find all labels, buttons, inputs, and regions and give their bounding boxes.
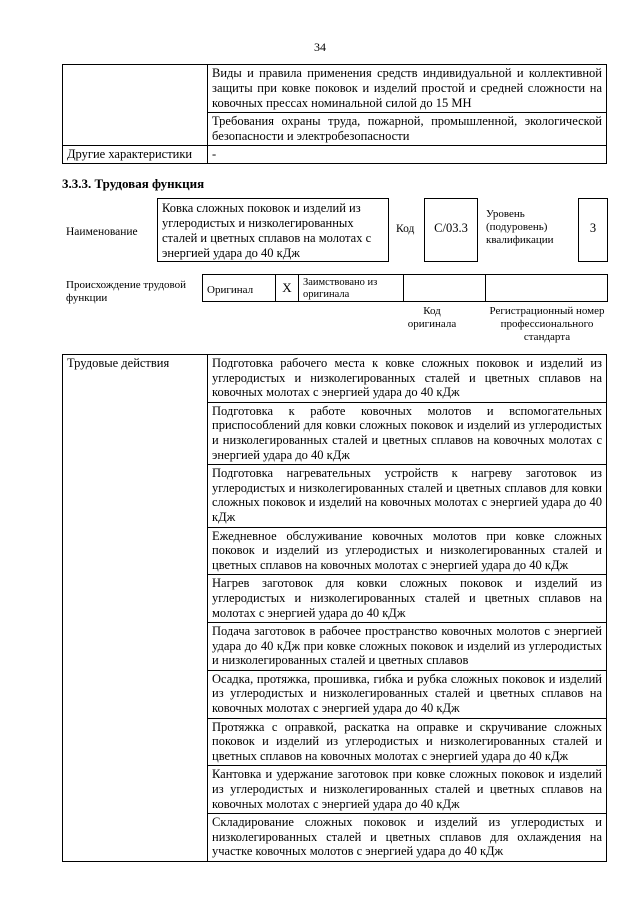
code-original-caption: Код оригинала [407,305,457,330]
code-value-box: С/03.3 [424,198,478,262]
page-number: 34 [314,40,326,54]
other-characteristics-label: Другие характеристики [63,146,208,164]
table-row [63,146,607,164]
labor-action-item: Протяжка с оправкой, раскатка на оправке и скручивание сложных поковок и изделий из углеродистых и низколегированных сталей и цветных сплавов на ковочных молотах с энергией удара до 40 кДж [208,718,607,766]
section-title: 3.3.3. Трудовая функция [62,176,205,191]
labor-action-item: Подготовка к работе ковочных молотов и вспомогательных приспособлений для ковки сложных поковок и изделий из углеродистых и низколегированных сталей и цветных сплавов на ковочных молотах с энергией удара до 40 кДж [208,402,607,464]
other-characteristics-value: - [208,146,607,164]
original-label: Оригинал [207,284,254,296]
labor-action-item: Осадка, протяжка, прошивка, гибка и рубка сложных поковок и изделий из углеродистых и низколегированных сталей и цветных сплавов на ковочных молотах с энергией удара до 40 кДж [208,670,607,718]
level-value-box: 3 [578,198,608,262]
registration-caption: Регистрационный номер профессионального стандарта [489,305,605,343]
table-row [63,65,607,113]
table-cell: Требования охраны труда, пожарной, промышленной, экологической безопасности и электробезопасности [208,113,607,146]
labor-action-item: Подготовка нагревательных устройств к нагреву заготовок из углеродистых и низколегированных сталей и цветных сплавов для ковки сложных поковок и изделий на ковочных молотах с энергией удара до 40 кДж [208,465,607,527]
labor-action-item: Подготовка рабочего места к ковке сложных поковок и изделий из углеродистых и низколегированных сталей и цветных сплавов на ковочных молотах с энергией удара до 40 кДж [208,355,607,403]
divider [485,275,486,301]
divider [403,275,404,301]
labor-actions-label: Трудовые действия [63,355,208,862]
labor-action-item: Подача заготовок в рабочее пространство ковочных молотов с энергией удара до 40 кДж при ковке сложных поковок и изделий из углеродистых и низколегированных сталей и цветных сплавов [208,623,607,671]
borrowed-label: Заимствовано из оригинала [303,277,378,300]
labor-actions-table [62,354,607,862]
table-row [63,355,607,403]
labor-action-item: Нагрев заготовок для ковки сложных поковок и изделий из углеродистых и низколегированных сталей и цветных сплавов на молотах с энергией удара до 40 кДж [208,575,607,623]
continuation-table [62,64,607,164]
empty-label-cell [63,65,208,146]
table-cell: Виды и правила применения средств индивидуальной и коллективной защиты при ковке поковок и изделий простой и средней сложности на ковочных прессах номинальной силой до 15 МН [208,65,607,113]
labor-action-item: Ежедневное обслуживание ковочных молотов при ковке сложных поковок и изделий из углеродистых и низколегированных сталей и цветных сплавов на ковочных молотах с энергией удара до 40 кДж [208,527,607,575]
function-name-box: Ковка сложных поковок и изделий из углеродистых и низколегированных сталей и цветных сплавов на молотах с энергией удара до 40 кДж [157,198,389,262]
name-label: Наименование [66,226,138,238]
code-label: Код [396,223,415,235]
level-label: Уровень (подуровень) квалификации [486,208,554,246]
labor-action-item: Складирование сложных поковок и изделий из углеродистых и низколегированных сталей и цветных сплавов для охлаждения на участке ковочных молотов с энергией удара до 40 кДж [208,814,607,862]
origin-label: Происхождение трудовой функции [66,279,187,304]
labor-action-item: Кантовка и удержание заготовок при ковке сложных поковок и изделий из углеродистых и низколегированных сталей и цветных сплавов на ковочных молотах с энергией удара до 40 кДж [208,766,607,814]
original-mark: X [275,275,299,301]
origin-row [202,274,608,302]
